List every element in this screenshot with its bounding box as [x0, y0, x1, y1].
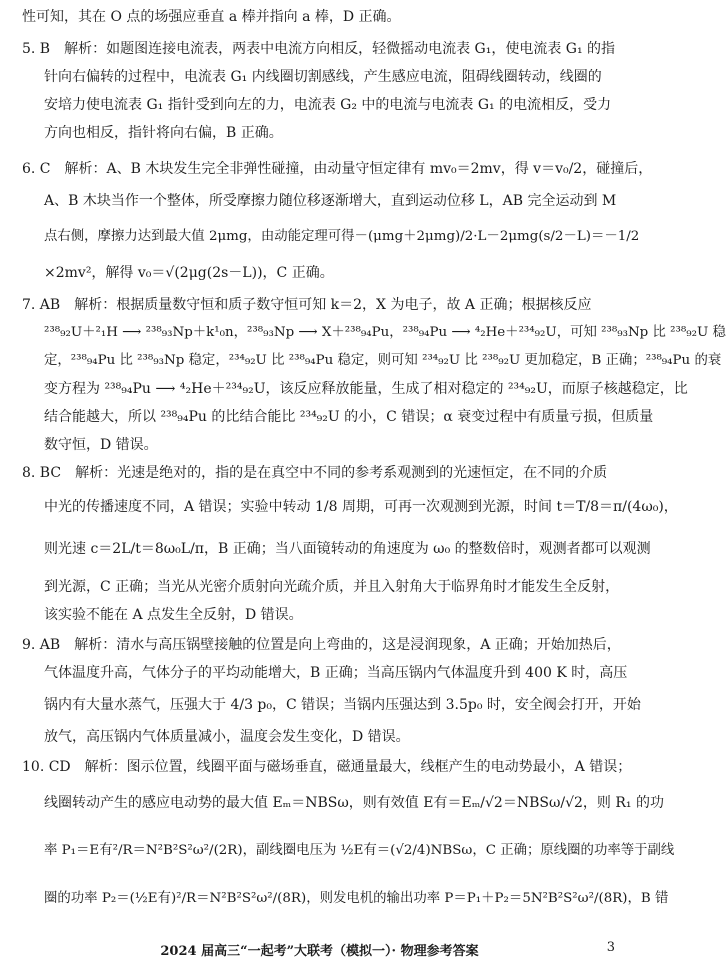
page-footer: 2024 届高三“一起考”大联考（模拟一）· 物理参考答案 — [160, 944, 479, 959]
text-line: 点右侧，摩擦力达到最大值 2μmg，由动能定理可得－(μmg＋2μmg)/2·L－2μmg(s/2－L)＝－1/2 — [44, 229, 640, 244]
text-line: A、B 木块当作一个整体，所受摩擦力随位移逐渐增大，直到运动位移 L，AB 完全运动到 M — [44, 193, 617, 209]
text-line: 气体温度升高，气体分子的平均动能增大，B 正确；当高压锅内气体温度升到 400 K 时，高压 — [44, 665, 628, 681]
text-line: ×2mv²，解得 v₀＝√(2μg(2s－L))，C 正确。 — [44, 265, 334, 281]
text-line: 7. AB 解析：根据质量数守恒和质子数守恒可知 k＝2，X 为电子，故 A 正确；根据核反应 — [22, 297, 592, 313]
text-line: 针向右偏转的过程中，电流表 G₁ 内线圈切割感线，产生感应电流，阻碍线圈转动，线圈的 — [44, 69, 602, 85]
text-line: 锅内有大量水蒸气，压强大于 4/3 p₀，C 错误；当锅内压强达到 3.5p₀ 时，安全阀会打开，开始 — [44, 697, 641, 713]
text-line: 8. BC 解析：光速是绝对的，指的是在真空中不同的参考系观测到的光速恒定，在不同的介质 — [22, 465, 608, 481]
text-line: 线圈转动产生的感应电动势的最大值 Eₘ＝NBSω，则有效值 E有＝Eₘ/√2＝NBSω/√2，则 R₁ 的功 — [44, 795, 664, 811]
text-line: 放气，高压锅内气体质量减小，温度会发生变化，D 错误。 — [44, 729, 410, 745]
text-line: 数守恒，D 错误。 — [44, 437, 158, 453]
text-line: 5. B 解析：如题图连接电流表，两表中电流方向相反，轻微摇动电流表 G₁，使电流表 G₁ 的指 — [22, 41, 616, 57]
text-line: 到光源，C 正确；当光从光密介质射向光疏介质，并且入射角大于临界角时才能发生全反射， — [44, 579, 620, 595]
text-line: 安培力使电流表 G₁ 指针受到向左的力，电流表 G₂ 中的电流与电流表 G₁ 的电流相反，受力 — [44, 97, 612, 113]
text-line: 10. CD 解析：图示位置，线圈平面与磁场垂直，磁通量最大，线框产生的电动势最小，A 错误； — [22, 759, 632, 775]
text-line: 6. C 解析：A、B 木块发生完全非弹性碰撞，由动量守恒定律有 mv₀＝2mv，得 v＝v₀/2，碰撞后， — [22, 161, 653, 177]
text-line: 变方程为 ²³⁸₉₄Pu ⟶ ⁴₂He＋²³⁴₉₂U，该反应释放能量，生成了相对稳定的 ²³⁴₉₂U，而原子核越稳定，比 — [44, 381, 688, 397]
text-line: 定，²³⁸₉₄Pu 比 ²³⁸₉₃Np 稳定，²³⁴₉₂U 比 ²³⁸₉₄Pu 稳定，则可知 ²³⁴₉₂U 比 ²³⁸₉₂U 更加稳定，B 正确；²³⁸₉₄Pu 的衰 — [44, 353, 722, 368]
text-line: 圈的功率 P₂＝(½E有)²/R＝N²B²S²ω²/(8R)，则发电机的输出功率 P＝P₁＋P₂＝5N²B²S²ω²/(8R)，B 错 — [44, 891, 669, 906]
text-line: 结合能越大，所以 ²³⁸₉₄Pu 的比结合能比 ²³⁴₉₂U 的小，C 错误；α 衰变过程中有质量亏损，但质量 — [44, 409, 654, 425]
text-line: 9. AB 解析：清水与高压锅壁接触的位置是向上弯曲的，这是浸润现象，A 正确；开始加热后， — [22, 637, 621, 653]
text-line: 中光的传播速度不同，A 错误；实验中转动 1/8 周期，可再一次观测到光源，时间 t＝T/8＝π/(4ω₀)， — [44, 499, 678, 515]
text-line: ²³⁸₉₂U＋²₁H ⟶ ²³⁸₉₃Np＋k¹₀n，²³⁸₉₃Np ⟶ X＋²³⁸₉₄Pu，²³⁸₉₄Pu ⟶ ⁴₂He＋²³⁴₉₂U，可知 ²³⁸₉₃Np 比 ²³⁸₉₂U 稳 — [44, 325, 726, 340]
text-line: 方向也相反，指针将向右偏，B 正确。 — [44, 125, 283, 141]
page-number: 3 — [606, 940, 615, 955]
text-line: 率 P₁＝E有²/R＝N²B²S²ω²/(2R)，副线圈电压为 ½E有＝(√2/4)NBSω，C 正确；原线圈的功率等于副线 — [44, 843, 675, 858]
text-line: 则光速 c＝2L/t＝8ω₀L/π，B 正确；当八面镜转动的角速度为 ω₀ 的整数倍时，观测者都可以观测 — [44, 541, 651, 557]
text-line: 该实验不能在 A 点发生全反射，D 错误。 — [44, 607, 303, 623]
text-line: 性可知，其在 O 点的场强应垂直 a 棒并指向 a 棒，D 正确。 — [22, 9, 401, 25]
